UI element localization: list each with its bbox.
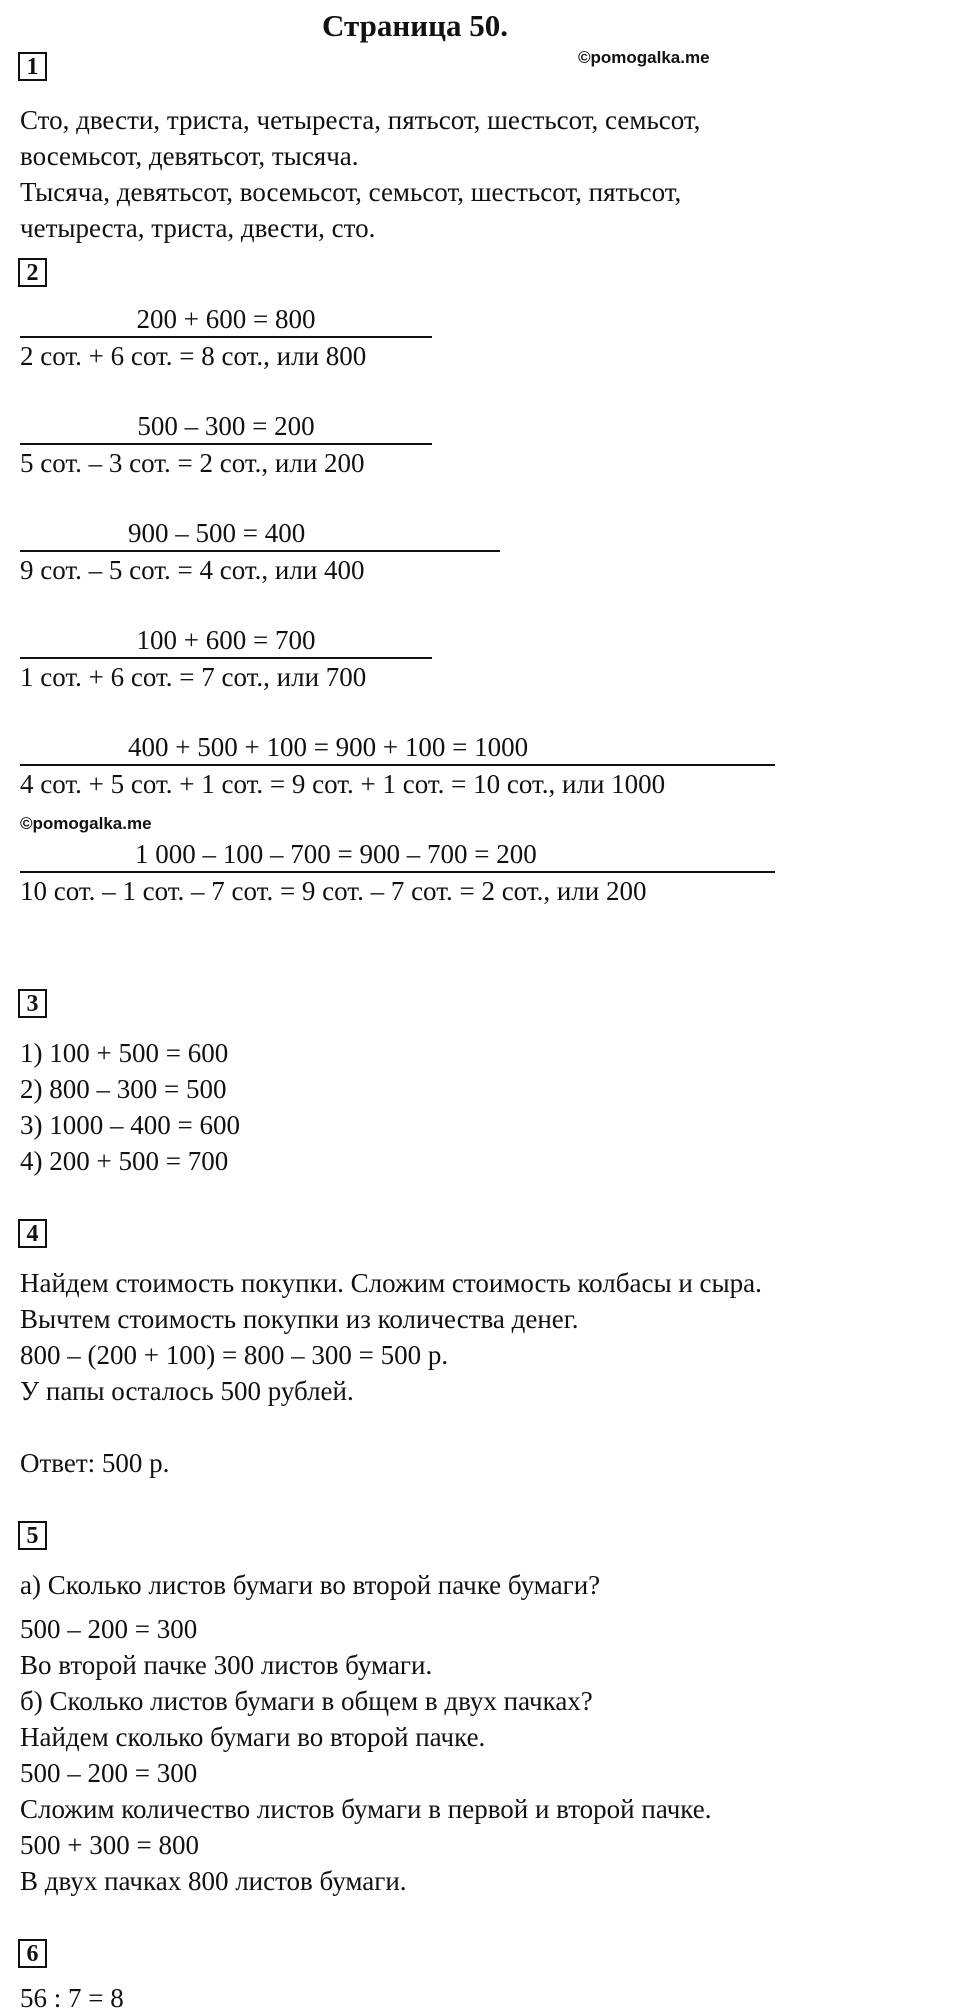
equation: 400 + 500 + 100 = 900 + 100 = 1000 <box>20 730 775 766</box>
equation: 200 + 600 = 800 <box>20 302 432 338</box>
task-4-line: Вычтем стоимость покупки из количества денег. <box>20 1304 579 1334</box>
task-5-line: Найдем сколько бумаги во второй пачке. <box>20 1722 486 1752</box>
task-5-line: 500 + 300 = 800 <box>20 1830 199 1860</box>
task-1-number: 1 <box>18 52 47 81</box>
task-4-number: 4 <box>18 1219 47 1248</box>
task-1-line: четыреста, триста, двести, сто. <box>20 213 376 243</box>
equation: 100 + 600 = 700 <box>20 623 432 659</box>
equation: 1 000 – 100 – 700 = 900 – 700 = 200 <box>20 837 775 873</box>
task-1-line: Сто, двести, триста, четыреста, пятьсот, шестьсот, семьсот, <box>20 105 701 135</box>
task-5-number: 5 <box>18 1521 47 1550</box>
task-5-line: В двух пачках 800 листов бумаги. <box>20 1866 407 1896</box>
hundreds-expression: 5 сот. – 3 сот. = 2 сот., или 200 <box>20 448 365 478</box>
hundreds-expression: 2 сот. + 6 сот. = 8 сот., или 800 <box>20 341 367 371</box>
task-5-line: 500 – 200 = 300 <box>20 1758 198 1788</box>
task-3-line: 1) 100 + 500 = 600 <box>20 1038 229 1068</box>
equation: 900 – 500 = 400 <box>20 516 500 552</box>
task-6-number: 6 <box>18 1939 47 1968</box>
task-2-number: 2 <box>18 258 47 287</box>
task-5-line: 500 – 200 = 300 <box>20 1614 198 1644</box>
watermark: ©pomogalka.me <box>578 48 710 67</box>
page-title: Страница 50. <box>322 8 508 43</box>
hundreds-expression: 1 сот. + 6 сот. = 7 сот., или 700 <box>20 662 367 692</box>
task-4-line: Найдем стоимость покупки. Сложим стоимость колбасы и сыра. <box>20 1268 762 1298</box>
task-1-line: Тысяча, девятьсот, восемьсот, семьсот, шестьсот, пятьсот, <box>20 177 682 207</box>
equation: 500 – 300 = 200 <box>20 409 432 445</box>
task-3-line: 4) 200 + 500 = 700 <box>20 1146 229 1176</box>
task-5-line: Во второй пачке 300 листов бумаги. <box>20 1650 433 1680</box>
task-1-line: восемьсот, девятьсот, тысяча. <box>20 141 359 171</box>
task-4-answer: Ответ: 500 р. <box>20 1448 170 1478</box>
task-3-line: 2) 800 – 300 = 500 <box>20 1074 227 1104</box>
task-4-line: 800 – (200 + 100) = 800 – 300 = 500 р. <box>20 1340 449 1370</box>
hundreds-expression: 10 сот. – 1 сот. – 7 сот. = 9 сот. – 7 сот. = 2 сот., или 200 <box>20 876 647 906</box>
task-5-line: Сложим количество листов бумаги в первой и второй пачке. <box>20 1794 712 1824</box>
task-6-line: 56 : 7 = 8 <box>20 1983 124 2013</box>
task-5-line: б) Сколько листов бумаги в общем в двух пачках? <box>20 1686 593 1716</box>
hundreds-expression: 4 сот. + 5 сот. + 1 сот. = 9 сот. + 1 сот. = 10 сот., или 1000 <box>20 769 666 799</box>
task-3-line: 3) 1000 – 400 = 600 <box>20 1110 240 1140</box>
task-3-number: 3 <box>18 989 47 1018</box>
task-4-line: У папы осталось 500 рублей. <box>20 1376 354 1406</box>
watermark: ©pomogalka.me <box>20 814 152 833</box>
task-5-line: а) Сколько листов бумаги во второй пачке бумаги? <box>20 1570 601 1600</box>
hundreds-expression: 9 сот. – 5 сот. = 4 сот., или 400 <box>20 555 365 585</box>
